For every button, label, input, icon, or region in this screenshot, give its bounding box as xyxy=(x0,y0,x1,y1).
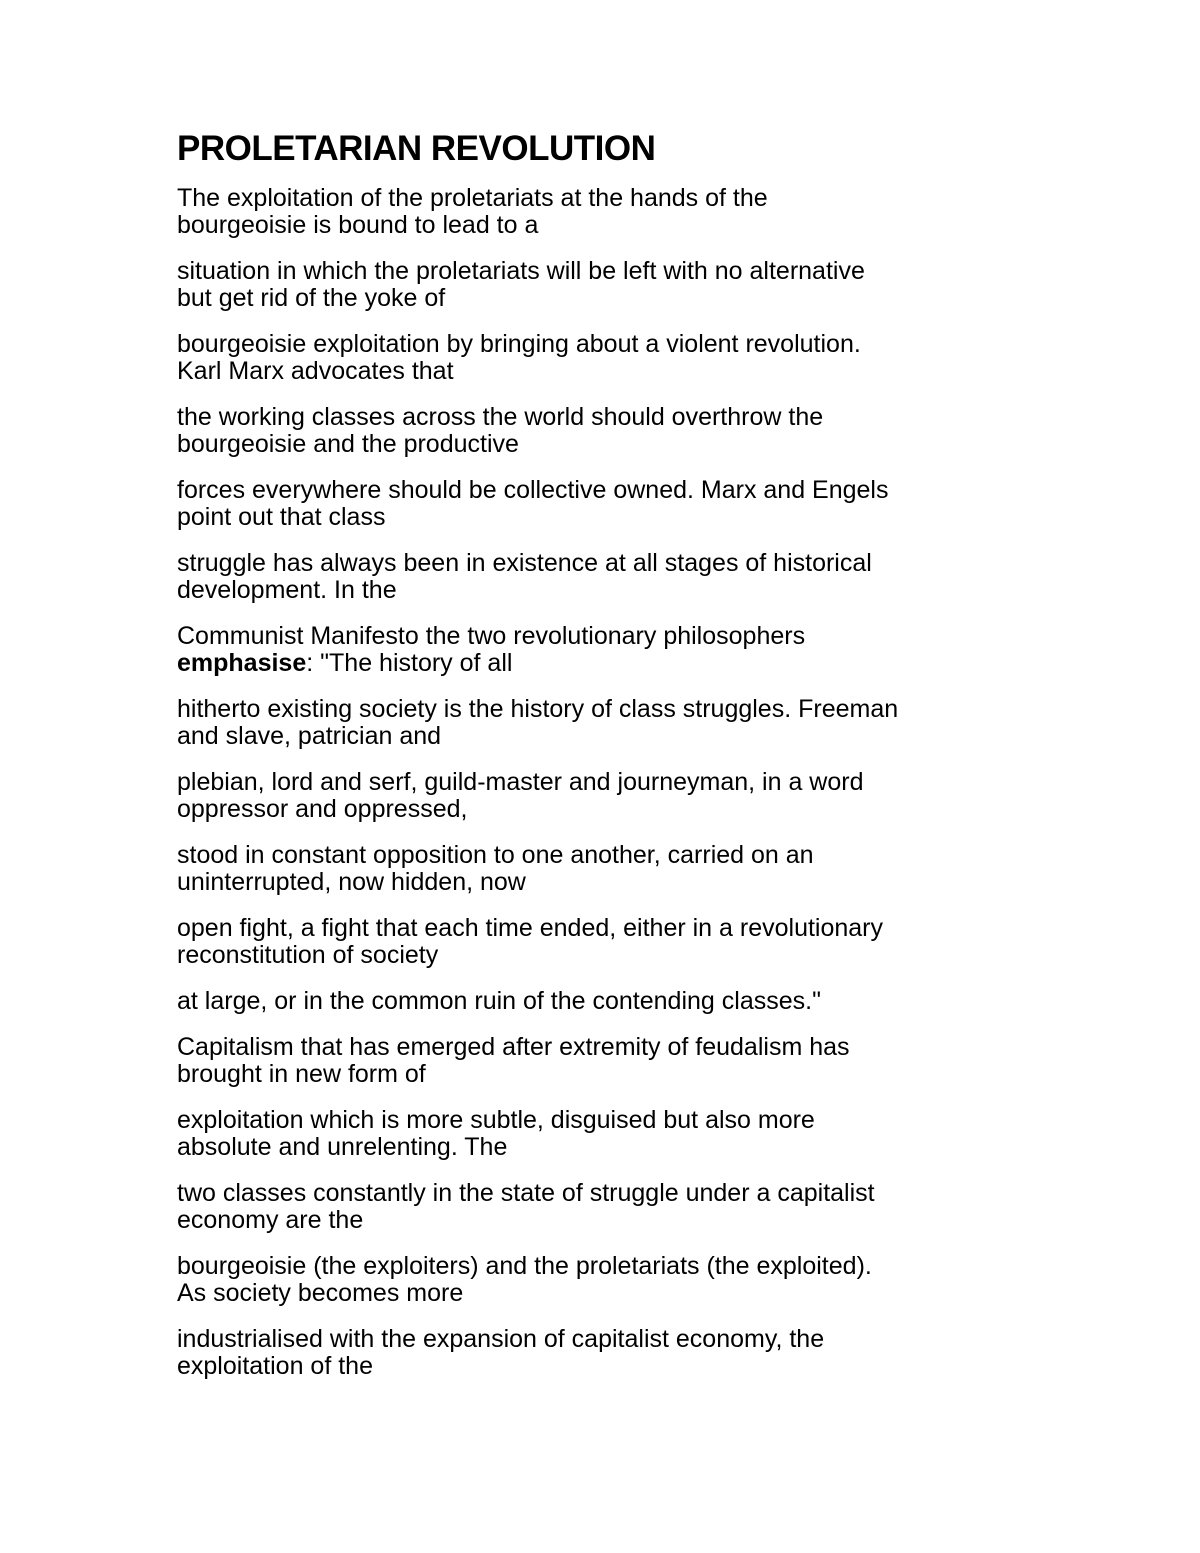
emphasised-word: emphasise xyxy=(177,649,307,677)
paragraph-line: oppressor and oppressed, xyxy=(177,795,468,823)
paragraph-line: bourgeoisie is bound to lead to a xyxy=(177,211,539,239)
paragraph xyxy=(177,1253,1017,1307)
paragraph-line: forces everywhere should be collective owned. Marx and Engels xyxy=(177,476,889,504)
paragraph-line: bourgeoisie (the exploiters) and the proletariats (the exploited). xyxy=(177,1252,872,1280)
paragraph xyxy=(177,185,1017,239)
paragraph-line: reconstitution of society xyxy=(177,941,439,969)
paragraph-line: point out that class xyxy=(177,503,386,531)
paragraph-line: industrialised with the expansion of capitalist economy, the xyxy=(177,1325,825,1353)
paragraph-line: stood in constant opposition to one another, carried on an xyxy=(177,841,814,869)
paragraph xyxy=(177,988,1017,1015)
paragraph-line: two classes constantly in the state of struggle under a capitalist xyxy=(177,1179,875,1207)
paragraph-line: The exploitation of the proletariats at the hands of the xyxy=(177,184,768,212)
paragraph-line: situation in which the proletariats will be left with no alternative xyxy=(177,257,865,285)
paragraph-line: plebian, lord and serf, guild-master and journeyman, in a word xyxy=(177,768,864,796)
paragraph xyxy=(177,1180,1017,1234)
paragraph-line xyxy=(177,650,1017,677)
paragraph-line-rest: : "The history of all xyxy=(306,649,513,677)
paragraph xyxy=(177,696,1017,750)
paragraph-line: the working classes across the world should overthrow the xyxy=(177,403,824,431)
paragraph xyxy=(177,331,1017,385)
paragraph xyxy=(177,404,1017,458)
paragraph xyxy=(177,623,1017,677)
paragraph-line: bourgeoisie and the productive xyxy=(177,430,519,458)
paragraph-line: struggle has always been in existence at all stages of historical xyxy=(177,549,872,577)
paragraph-line: and slave, patrician and xyxy=(177,722,442,750)
paragraph-line: open fight, a fight that each time ended, either in a revolutionary xyxy=(177,914,884,942)
paragraph-line: uninterrupted, now hidden, now xyxy=(177,868,526,896)
paragraph-line: Communist Manifesto the two revolutionary philosophers xyxy=(177,622,806,650)
paragraph-line: exploitation of the xyxy=(177,1352,373,1380)
paragraph xyxy=(177,915,1017,969)
paragraph-line: development. In the xyxy=(177,576,397,604)
document-body xyxy=(177,128,1017,1399)
paragraph xyxy=(177,1326,1017,1380)
paragraph-line: at large, or in the common ruin of the contending classes." xyxy=(177,987,821,1015)
paragraph-line: absolute and unrelenting. The xyxy=(177,1133,508,1161)
paragraph-line: exploitation which is more subtle, disguised but also more xyxy=(177,1106,815,1134)
paragraph-line: brought in new form of xyxy=(177,1060,426,1088)
paragraph xyxy=(177,1034,1017,1088)
paragraph xyxy=(177,842,1017,896)
paragraph-line: Capitalism that has emerged after extremity of feudalism has xyxy=(177,1033,850,1061)
paragraph-line: bourgeoisie exploitation by bringing about a violent revolution. xyxy=(177,330,861,358)
paragraph xyxy=(177,477,1017,531)
paragraph xyxy=(177,1107,1017,1161)
page-title: PROLETARIAN REVOLUTION xyxy=(177,129,656,168)
paragraph-line: economy are the xyxy=(177,1206,364,1234)
paragraph xyxy=(177,258,1017,312)
paragraph-line: Karl Marx advocates that xyxy=(177,357,454,385)
paragraph xyxy=(177,550,1017,604)
paragraph-line: As society becomes more xyxy=(177,1279,464,1307)
paragraph-line: but get rid of the yoke of xyxy=(177,284,446,312)
paragraph xyxy=(177,769,1017,823)
paragraph-line: hitherto existing society is the history of class struggles. Freeman xyxy=(177,695,899,723)
